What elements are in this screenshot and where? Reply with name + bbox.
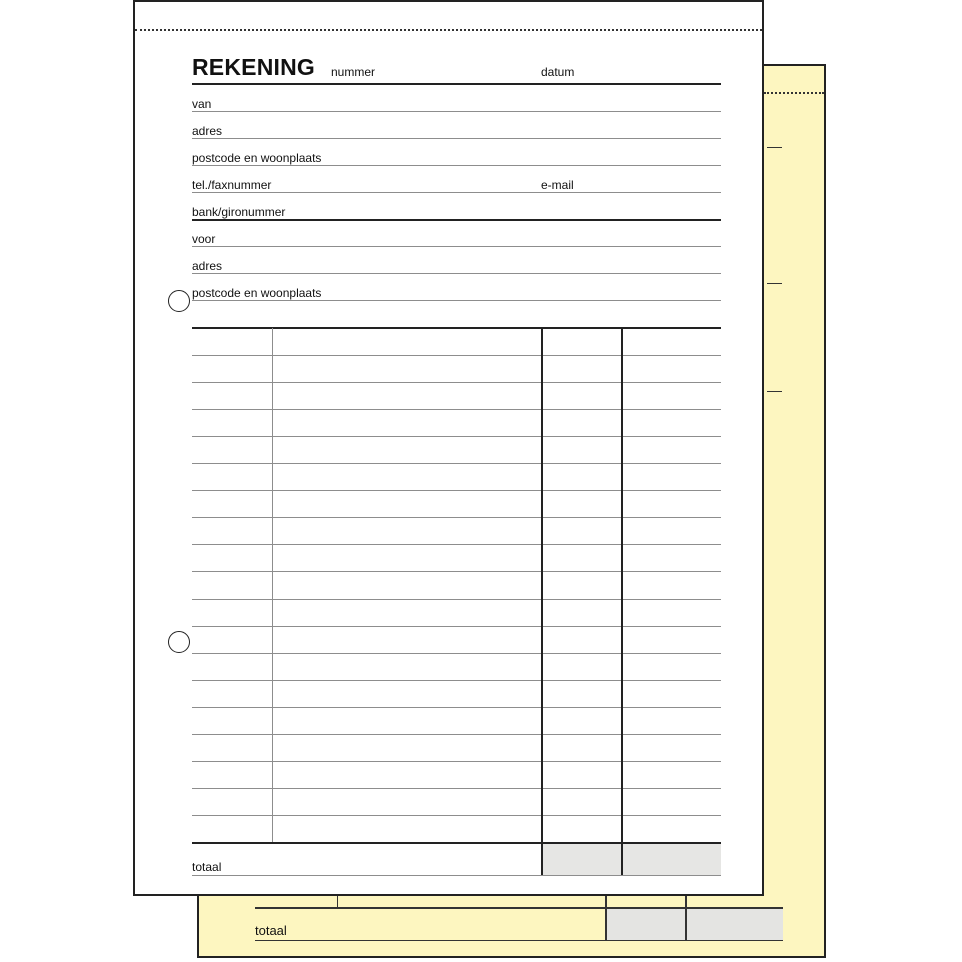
sender-postcode-label: postcode en woonplaats <box>192 151 322 165</box>
total-underline <box>255 940 783 941</box>
header-rule <box>192 83 721 85</box>
column-divider <box>685 896 687 941</box>
sender-address-line[interactable] <box>192 138 721 139</box>
column-divider <box>621 328 623 875</box>
copy-total-label: totaal <box>255 923 287 938</box>
phone-label: tel./faxnummer <box>192 178 272 192</box>
number-label: nummer <box>331 65 376 79</box>
perforation <box>764 92 824 94</box>
column-divider <box>541 328 543 875</box>
bank-line[interactable] <box>192 219 721 221</box>
recipient-postcode-label: postcode en woonplaats <box>192 286 322 300</box>
for-label: voor <box>192 232 216 246</box>
punch-hole <box>168 290 190 312</box>
recipient-postcode-line[interactable] <box>192 300 721 301</box>
sender-address-label: adres <box>192 124 223 138</box>
for-line[interactable] <box>192 246 721 247</box>
recipient-address-label: adres <box>192 259 223 273</box>
perforation <box>135 29 762 31</box>
total-underline <box>192 875 721 876</box>
from-label: van <box>192 97 212 111</box>
page-title: REKENING <box>192 54 316 80</box>
invoice-sheet <box>133 0 764 896</box>
copy-total-cells <box>606 909 783 941</box>
rule-mark <box>767 391 782 392</box>
total-label: totaal <box>192 860 222 874</box>
phone-email-line[interactable] <box>192 192 721 193</box>
punch-hole <box>168 631 190 653</box>
from-line[interactable] <box>192 111 721 112</box>
rule-mark <box>767 283 782 284</box>
date-label: datum <box>541 65 575 79</box>
recipient-address-line[interactable] <box>192 273 721 274</box>
column-divider <box>605 896 607 941</box>
total-cell-a[interactable] <box>543 844 621 875</box>
bank-label: bank/gironummer <box>192 205 286 219</box>
sender-postcode-line[interactable] <box>192 165 721 166</box>
email-label: e-mail <box>541 178 574 192</box>
column-divider <box>272 328 273 842</box>
rule-mark <box>767 147 782 148</box>
total-cell-b[interactable] <box>623 844 721 875</box>
